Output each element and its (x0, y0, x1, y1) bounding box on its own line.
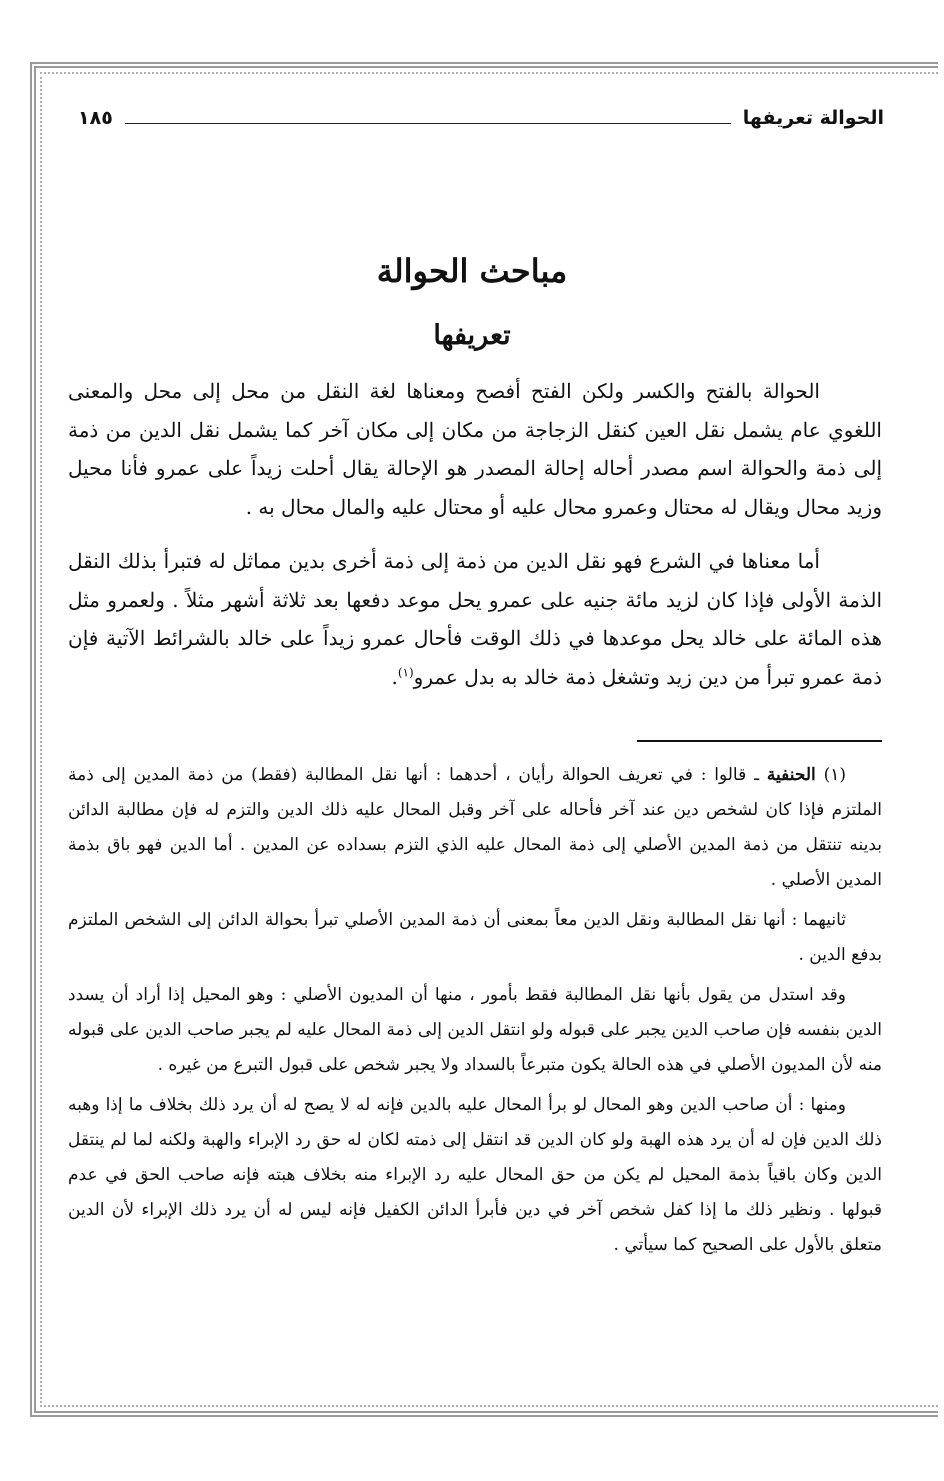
section-title: تعريفها (433, 320, 511, 351)
paragraph-definition-language: الحوالة بالفتح والكسر ولكن الفتح أفصح ومعناها لغة النقل من محل إلى محل والمعنى اللغوي عام يشمل نقل العين كنقل الزجاجة من مكان إلى مكان آخر كما يشمل نقل الدين من ذمة إلى ذمة والحوالة اسم مصدر أحاله إحالة المصدر هو الإحالة يقال أحلت زيداً على عمرو فأنا محيل وزيد محال ويقال له محتال وعمرو محال عليه أو محتال عليه والمال محال به . (68, 379, 882, 519)
footnote-term: الحنفية (766, 765, 816, 785)
footnote-1-text: ـ قالوا : في تعريف الحوالة رأيان ، أحدهما : أنها نقل المطالبة (فقط) من ذمة المدين إلى ذمة الملتزم فإذا كان لشخص دين عند آخر فأحاله على آخر وقبل المحال عليه ذلك الدين والتزم له فإن مطالبة الدائن بدينه تنتقل من ذمة المدين الأصلي إلى ذمة المحال عليه الذي التزم بسداده عن المدين . أما الدين فهو باق بذمة المدين الأصلي . (68, 765, 882, 890)
main-text (68, 372, 882, 696)
paragraph-definition-sharia (68, 542, 882, 696)
running-title: الحوالة تعريفها (742, 107, 884, 129)
footnote-number: (١) (823, 765, 847, 785)
running-header (78, 100, 884, 136)
footnote-paragraph-3: وقد استدل من يقول بأنها نقل المطالبة فقط بأمور ، منها أن المديون الأصلي : وهو المحيل إذا أراد أن يسدد الدين بنفسه فإن صاحب الدين يجبر على قبوله ولو انتقل الدين إلى ذمة المحال عليه لم يجبر صاحب الدين على قبوله منه لأن المديون الأصلي في هذه الحالة يكون متبرعاً بالسداد ولا يجبر شخص على قبول التبرع من غيره . (68, 985, 882, 1075)
footnote-paragraph-2: ثانيهما : أنها نقل المطالبة ونقل الدين معاً بمعنى أن ذمة المدين الأصلي تبرأ بحوالة الدائن إلى الشخص الملتزم بدفع الدين . (68, 910, 882, 965)
footnote-paragraph-4: ومنها : أن صاحب الدين وهو المحال لو برأ المحال عليه بالدين فإنه له لا يصح له أن يرد ذلك بخلاف ما إذا وهبه ذلك الدين فإن له أن يرد هذه الهبة ولو كان الدين قد انتقل إلى ذمته لكان له حق رد الإبراء والهبة ولكنه لما لم ينتقل الدين وكان باقياً بذمة المحيل لم يكن من حق المحال عليه رد الإبراء منه بخلاف هبته فإنه صاحب الحق في عدم قبولها . ونظير ذلك ما إذا كفل شخص آخر في دين فأبرأ الدائن الكفيل فإنه ليس له أن يرد ذلك الإبراء لأن الدين متعلق بالأول على الصحيح كما سيأتي . (68, 1095, 882, 1255)
paragraph-definition-sharia-text: أما معناها في الشرع فهو نقل الدين من ذمة إلى ذمة أخرى بدين مماثل له فتبرأ بذلك النقل الذمة الأولى فإذا كان لزيد مائة جنيه على عمرو يحل موعد دفعها بعد ثلاثة أشهر مثلاً . ولعمرو مثل هذه المائة على خالد يحل موعدها في ذلك الوقت فأحال عمرو زيداً على خالد بالشرائط الآتية فإن ذمة عمرو تبرأ من دين زيد وتشغل ذمة خالد به بدل عمرو (68, 549, 882, 689)
footnote-reference[interactable]: (١) (397, 664, 414, 679)
header-rule (125, 123, 731, 124)
footnote-1 (68, 758, 882, 898)
chapter-title: مباحث الحوالة (376, 252, 568, 290)
footnote-separator (637, 740, 882, 742)
footnotes (68, 758, 882, 1263)
page-number: ١٨٥ (78, 107, 113, 129)
paragraph-end-mark: . (391, 664, 398, 689)
